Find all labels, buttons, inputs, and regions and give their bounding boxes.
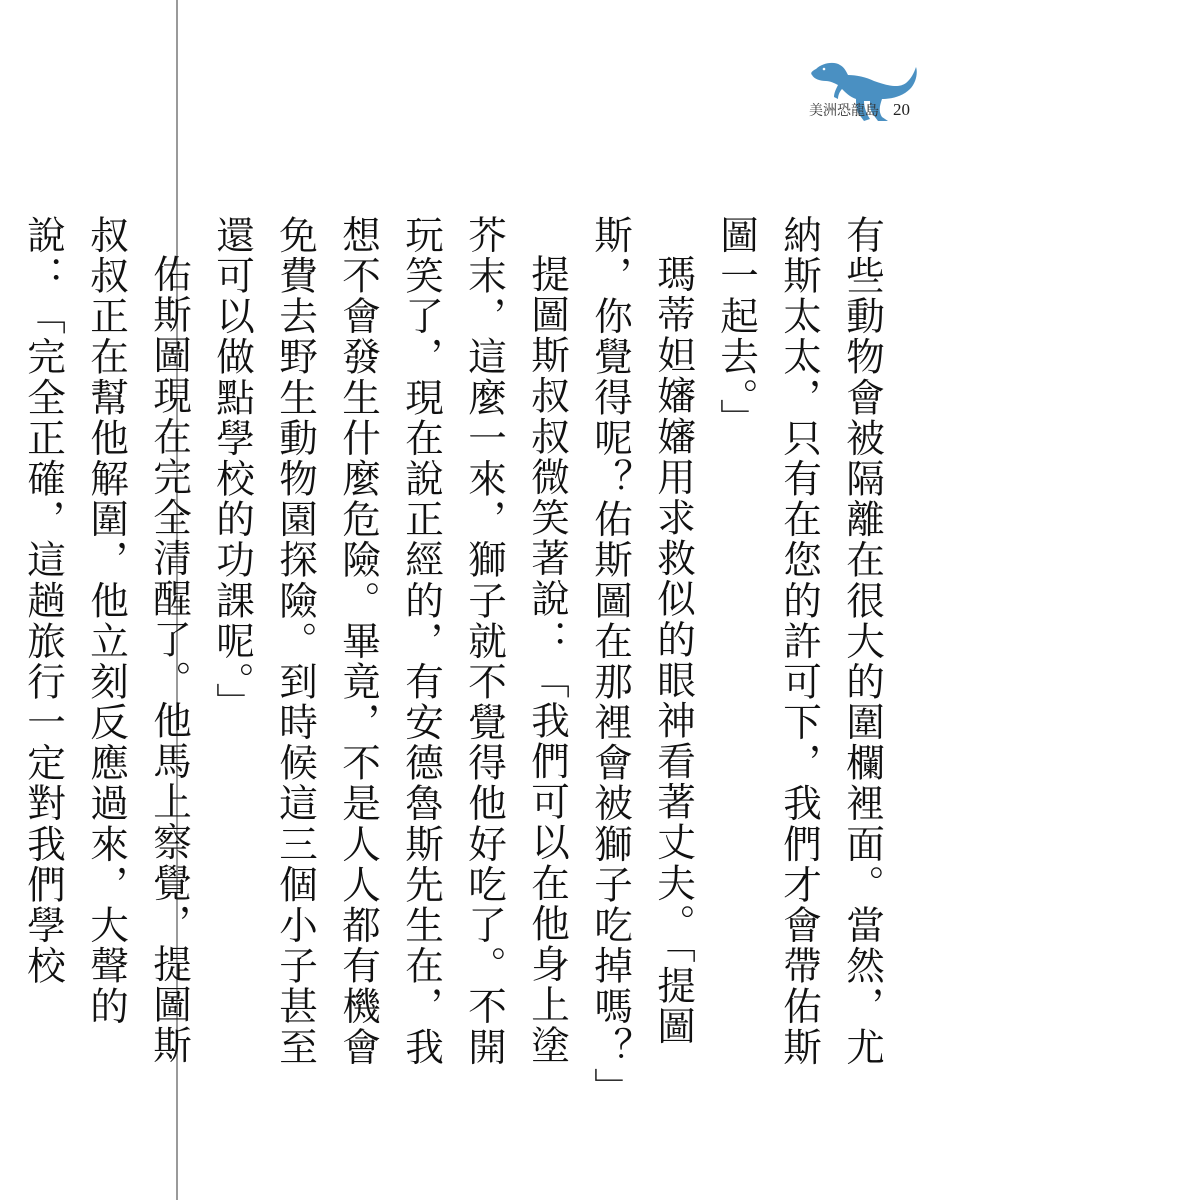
book-title: 美洲恐龍島 — [809, 103, 879, 119]
page-number: 20 — [893, 100, 910, 119]
page-header — [809, 100, 910, 120]
paragraph-3: 提圖斯叔叔微笑著說：「我們可以在他身上塗芥末，這麼一來，獅子就不覺得他好吃了。不開玩笑了，現在說正經的，有安德魯斯先生在，我想不會發生什麼危險。畢竟，不是人人都有機會免費去野生動物園探險。到時候這三個小子甚至還可以做點學校的功課呢。」 — [210, 215, 570, 1068]
paragraph-1: 有些動物會被隔離在很大的圍欄裡面。當然，尤納斯太太，只有在您的許可下，我們才會帶佑斯圖一起去。」 — [714, 215, 885, 1068]
paragraph-2: 瑪蒂妲嬸嬸用求救似的眼神看著丈夫。「提圖斯，你覺得呢？佑斯圖在那裡會被獅子吃掉嗎？」 — [588, 215, 696, 1108]
paragraph-4: 佑斯圖現在完全清醒了。他馬上察覺，提圖斯叔叔正在幫他解圍，他立刻反應過來，大聲的說：「完全正確，這趟旅行一定對我們學校 — [21, 215, 192, 1066]
body-text — [21, 215, 894, 1108]
